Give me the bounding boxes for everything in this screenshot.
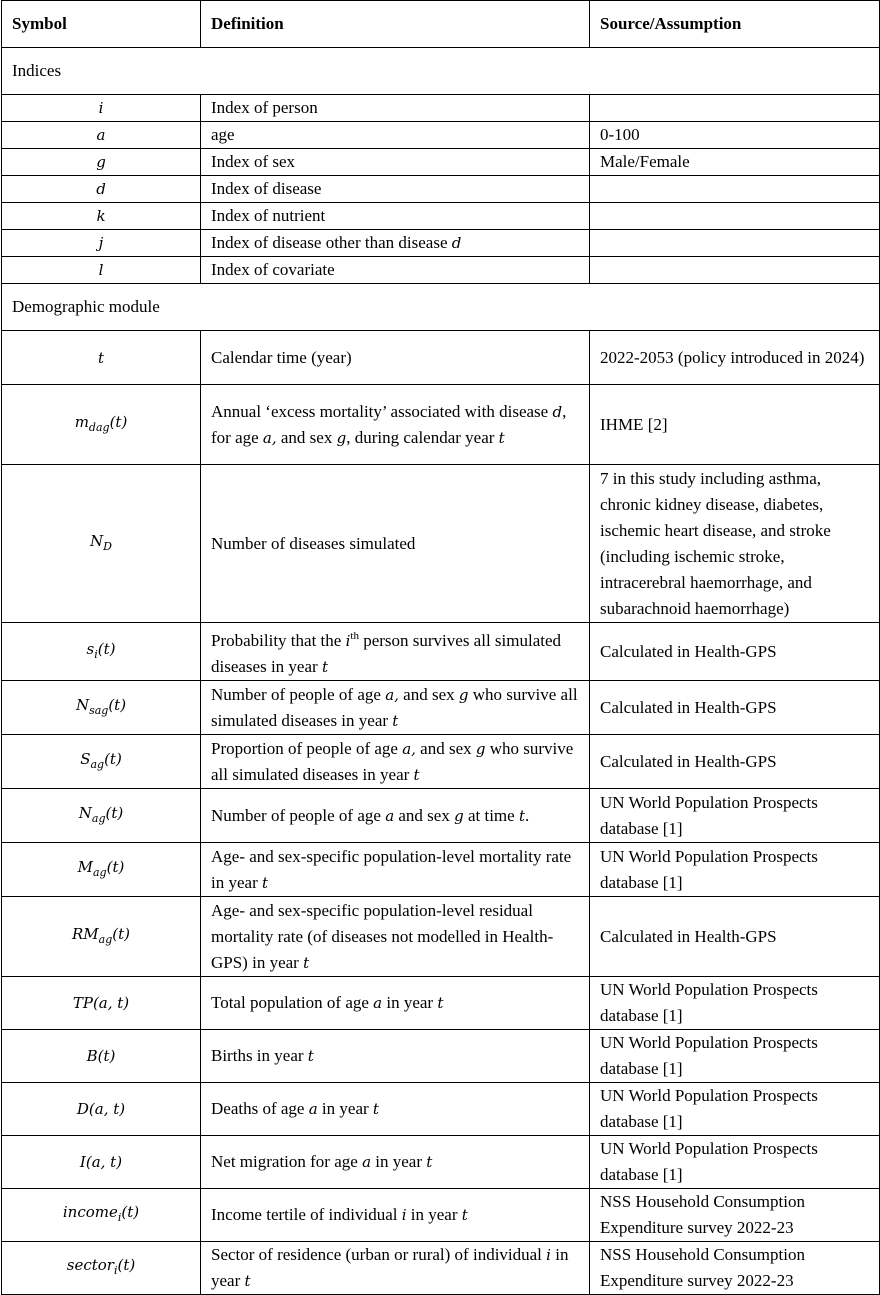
section-row-demographic: [2, 284, 880, 331]
symbol-cell: d: [2, 176, 201, 203]
symbol-cell: $S_{ag}(t)$: [2, 735, 201, 789]
definition-cell: Net migration for age a in year t: [201, 1136, 590, 1189]
definition-cell: Calendar time (year): [201, 331, 590, 385]
source-cell: Male/Female: [590, 149, 880, 176]
source-cell: [590, 257, 880, 284]
source-cell: 7 in this study including asthma, chronic kidney disease, diabetes, ischemic heart disease, and stroke (including ischemic stroke, intracerebral haemorrhage, and subarachnoid haemorrhage): [590, 465, 880, 623]
definition-cell: Proportion of people of age a, and sex g who survive all simulated diseases in year t: [201, 735, 590, 789]
source-cell: Calculated in Health-GPS: [590, 735, 880, 789]
source-cell: [590, 95, 880, 122]
source-cell: 0-100: [590, 122, 880, 149]
source-cell: [590, 203, 880, 230]
source-cell: UN World Population Prospects database [1]: [590, 977, 880, 1030]
definition-cell: Probability that the $i^{th}$ person survives all simulated diseases in year t: [201, 623, 590, 681]
table-row: [2, 176, 880, 203]
symbol-cell: $N_{sag}(t)$: [2, 681, 201, 735]
definition-cell: Index of covariate: [201, 257, 590, 284]
definition-cell: Number of people of age a and sex g at time t.: [201, 789, 590, 843]
table-row: [2, 385, 880, 465]
symbol-cell: a: [2, 122, 201, 149]
section-row-indices: [2, 48, 880, 95]
symbol-cell: i: [2, 95, 201, 122]
definition-cell: Deaths of age a in year t: [201, 1083, 590, 1136]
source-cell: Calculated in Health-GPS: [590, 897, 880, 977]
header-row: [2, 1, 880, 48]
table-row: [2, 843, 880, 897]
header-symbol: Symbol: [2, 1, 201, 48]
source-cell: UN World Population Prospects database [1]: [590, 1136, 880, 1189]
table-row: [2, 681, 880, 735]
table-row: [2, 1083, 880, 1136]
source-cell: 2022-2053 (policy introduced in 2024): [590, 331, 880, 385]
table-row: [2, 257, 880, 284]
table-row: [2, 735, 880, 789]
table-row: [2, 1189, 880, 1242]
symbol-cell: t: [2, 331, 201, 385]
definition-cell: Total population of age a in year t: [201, 977, 590, 1030]
table-row: [2, 1030, 880, 1083]
source-cell: UN World Population Prospects database [1]: [590, 1083, 880, 1136]
definition-cell: Sector of residence (urban or rural) of individual i in year t: [201, 1242, 590, 1295]
table-row: [2, 95, 880, 122]
symbol-cell: D(a, t): [2, 1083, 201, 1136]
header-definition: Definition: [201, 1, 590, 48]
symbol-cell: j: [2, 230, 201, 257]
header-source: Source/Assumption: [590, 1, 880, 48]
table-row: [2, 623, 880, 681]
definition-cell: Births in year t: [201, 1030, 590, 1083]
definition-cell: Index of disease other than disease d: [201, 230, 590, 257]
symbol-cell: B(t): [2, 1030, 201, 1083]
source-cell: UN World Population Prospects database [1]: [590, 843, 880, 897]
source-cell: UN World Population Prospects database [1]: [590, 789, 880, 843]
table-row: [2, 230, 880, 257]
symbol-cell: $RM_{ag}(t)$: [2, 897, 201, 977]
source-cell: NSS Household Consumption Expenditure survey 2022-23: [590, 1189, 880, 1242]
definition-cell: Annual ‘excess mortality’ associated with disease d, for age a, and sex g, during calendar year t: [201, 385, 590, 465]
table-row: [2, 331, 880, 385]
table-row: [2, 465, 880, 623]
symbol-table: [1, 0, 880, 1295]
source-cell: Calculated in Health-GPS: [590, 623, 880, 681]
symbol-cell: $M_{ag}(t)$: [2, 843, 201, 897]
section-title-demographic: Demographic module: [2, 284, 880, 331]
definition-cell: Number of people of age a, and sex g who survive all simulated diseases in year t: [201, 681, 590, 735]
definition-cell: Index of sex: [201, 149, 590, 176]
definition-cell: Index of disease: [201, 176, 590, 203]
symbol-cell: $m_{dag}(t)$: [2, 385, 201, 465]
definition-cell: age: [201, 122, 590, 149]
table-row: [2, 789, 880, 843]
source-cell: [590, 176, 880, 203]
definition-cell: Age- and sex-specific population-level mortality rate in year t: [201, 843, 590, 897]
source-cell: [590, 230, 880, 257]
source-cell: Calculated in Health-GPS: [590, 681, 880, 735]
symbol-cell: TP(a, t): [2, 977, 201, 1030]
table-row: [2, 897, 880, 977]
table-row: [2, 1242, 880, 1295]
table-row: [2, 122, 880, 149]
symbol-cell: $s_i(t)$: [2, 623, 201, 681]
definition-cell: Index of nutrient: [201, 203, 590, 230]
section-title-indices: Indices: [2, 48, 880, 95]
definition-cell: Income tertile of individual i in year t: [201, 1189, 590, 1242]
definition-cell: Number of diseases simulated: [201, 465, 590, 623]
source-cell: UN World Population Prospects database [1]: [590, 1030, 880, 1083]
table-row: [2, 203, 880, 230]
symbol-cell: sector$_i$(t): [2, 1242, 201, 1295]
symbol-cell: I(a, t): [2, 1136, 201, 1189]
symbol-cell: $N_D$: [2, 465, 201, 623]
definition-cell: Age- and sex-specific population-level residual mortality rate (of diseases not modelled in Health-GPS) in year t: [201, 897, 590, 977]
table-row: [2, 149, 880, 176]
table-row: [2, 1136, 880, 1189]
symbol-cell: income$_i$(t): [2, 1189, 201, 1242]
symbol-cell: l: [2, 257, 201, 284]
symbol-cell: g: [2, 149, 201, 176]
symbol-cell: k: [2, 203, 201, 230]
table-row: [2, 977, 880, 1030]
source-cell: IHME [2]: [590, 385, 880, 465]
source-cell: NSS Household Consumption Expenditure survey 2022-23: [590, 1242, 880, 1295]
definition-cell: Index of person: [201, 95, 590, 122]
symbol-cell: $N_{ag}(t)$: [2, 789, 201, 843]
